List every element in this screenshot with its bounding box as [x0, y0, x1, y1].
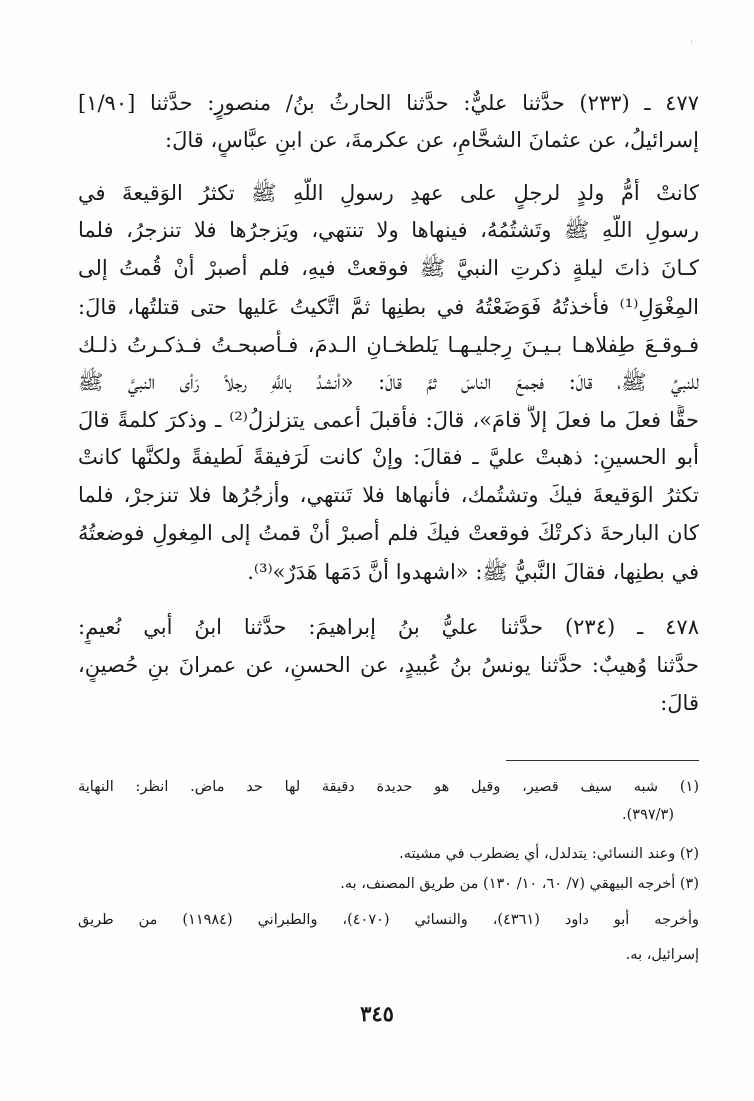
- scan-mark: [691, 40, 692, 44]
- footnote-1-continued: (٣٩٧/٣).: [622, 807, 674, 823]
- footnote-divider: [506, 760, 699, 761]
- footnote-3-continued: إسرائيل، به.: [625, 947, 699, 963]
- text-line: حدَّثنا وُهيبٌ: حدَّثنا يونسُ بنُ عُبيدٍ، عن الحسنِ، عن عمرانَ بنِ حُصينٍ،: [78, 653, 699, 677]
- text-line: قالَ:: [660, 691, 699, 715]
- text-line: للنبيِّ ﷺ، قالَ: فجمعَ الناسَ ثمَّ قالَ: «أنشدُ باللَّهِ رجلاً رَأى النبيَّ ﷺ: [78, 370, 699, 394]
- footnote-2: (٢) وعند النسائي: يتدلدل، أي يضطرب في مشيته.: [399, 846, 699, 862]
- text-line: كانتْ أمُّ ولدٍ لرجلٍ على عهدِ رسولِ اللَّهِ ﷺ تكثرُ الوَقيعةَ في: [78, 181, 699, 205]
- text-line: حقًّا فعلَ ما فعلَ إلاَّ قامَ»، قالَ: فأقبلَ أعمى يتزلزلُ⁽²⁾ ـ وذكرَ كلمةً قالَ: [78, 408, 699, 432]
- text-line: في بطنِها، فقالَ النَّبيُّ ﷺ: «اشهدوا أنَّ دَمَها هَدَرٌ»⁽³⁾.: [247, 560, 699, 584]
- text-line: فـوقـعَ طِفلاهـا بـيـنَ رِجليـهـا يَلطخـانِ الـدمَ، فـأصبحـتُ فـذكـرتُ ذلـك: [78, 333, 699, 357]
- footnote-3-continued: وأخرجه أبو داود (٤٣٦١)، والنسائي (٤٠٧٠)، والطبراني (١١٩٨٤) من طريق: [78, 912, 699, 928]
- text-line: تكثرُ الوَقيعةَ فيكَ وتشتُمك، فأنهاها فلا تَنتهي، وأزجُرُها فلا تنزجرْ، فلما: [78, 483, 699, 507]
- text-line: أبو الحسينِ: ذهبتْ عليَّ ـ فقالَ: وإنْ كانت لَرَفيقةً لَطيفةً ولكنَّها كانتْ: [78, 445, 699, 469]
- hadith-477-header: ٤٧٧ ـ (٢٣٣) حدَّثنا عليٌّ: حدَّثنا الحارثُ بنُ/ منصورٍ: حدَّثنا [١/٩٠]: [78, 91, 699, 115]
- text-line: إسرائيلُ، عن عثمانَ الشحَّامِ، عن عكرمةَ، عن ابنِ عبَّاسٍ، قالَ:: [165, 128, 699, 152]
- hadith-478-header: ٤٧٨ ـ (٢٣٤) حدَّثنا عليُّ بنُ إبراهيمَ: حدَّثنا ابنُ أبي نُعيمٍ:: [78, 615, 699, 639]
- page-number: ٣٤٥: [360, 1001, 394, 1026]
- text-line: المِغْوَلِ⁽¹⁾ فأخذتُهُ فَوَضَعْتُهُ في بطنِها ثمَّ اتَّكيتُ عَليها حتى قتلتُها، قالَ:: [78, 295, 699, 319]
- text-line: رسولِ اللَّهِ ﷺ وتَشتُمُهُ، فينهاها ولا تنتهي، ويَزجرُها فلا تنزجرُ، فلما: [78, 218, 699, 242]
- footnote-1: (١) شبه سيف قصير، وقيل هو حديدة دقيقة لها حد ماض. انظر: النهاية: [78, 779, 699, 795]
- text-line: كان البارحةَ ذكرتْكَ فوقعتْ فيكَ فلم أصبرْ أنْ قمتُ إلى المِغولِ فوضعتُهُ: [78, 521, 699, 545]
- footnote-3: (٣) أخرجه البيهقي (٧/ ٦٠، ١٠/ ١٣٠) من طريق المصنف، به.: [340, 876, 699, 892]
- text-line: كـانَ ذاتَ ليلةٍ ذكرتِ النبيَّ ﷺ فوقعتْ فيهِ، فلم أصبرْ أنْ قُمتُ إلى: [78, 256, 699, 280]
